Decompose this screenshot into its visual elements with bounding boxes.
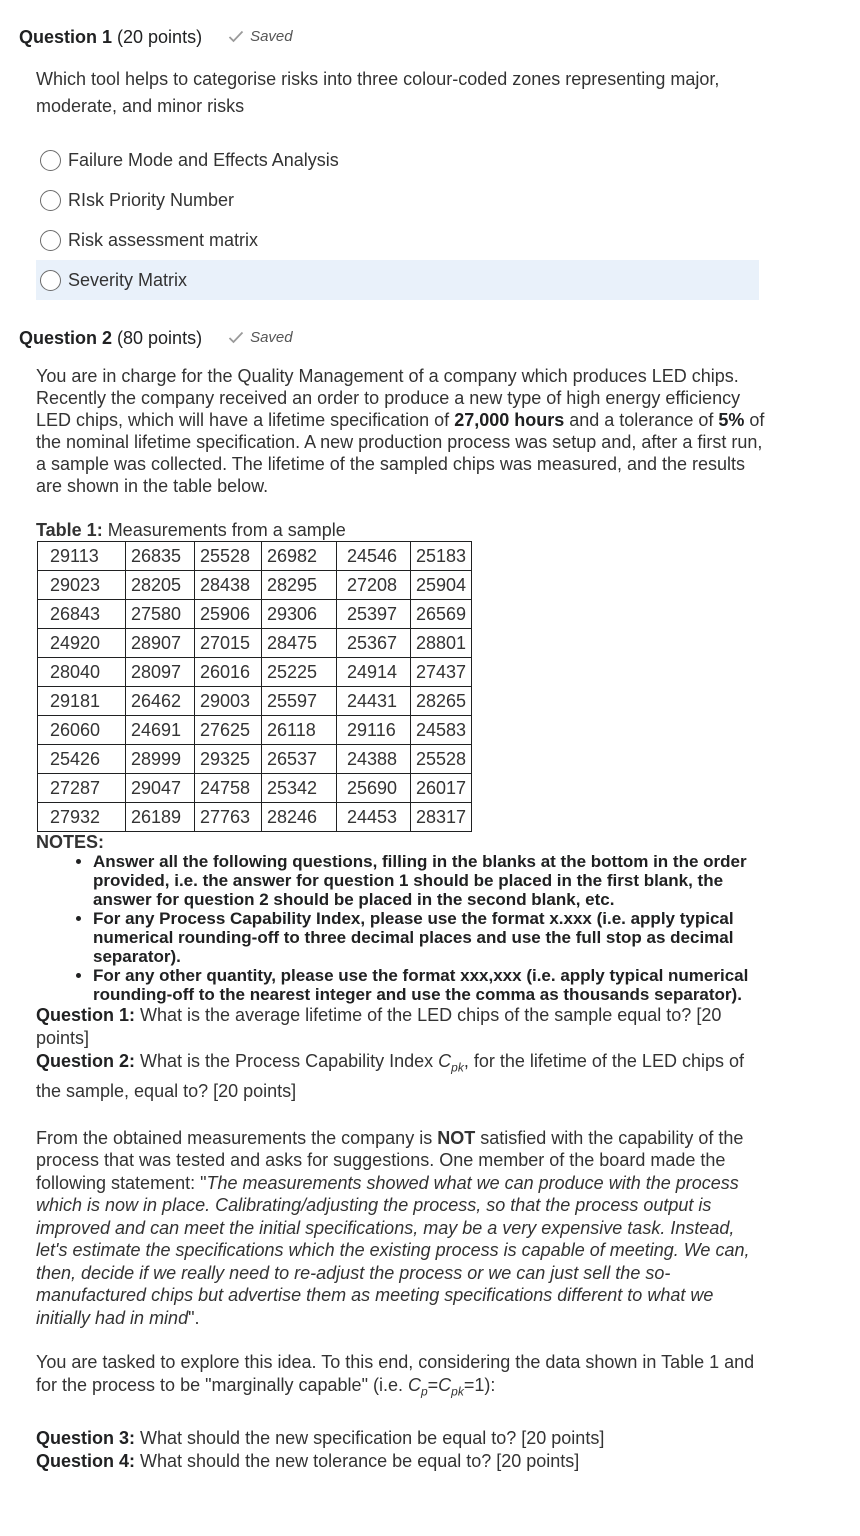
table-cell: 24583 [411,716,472,745]
table-row [38,600,472,629]
option-severity-matrix[interactable] [36,260,759,300]
table-cell: 26537 [262,745,337,774]
checkmark-icon [228,331,244,344]
table-cell: 29023 [38,571,126,600]
option-label: RIsk Priority Number [68,189,235,210]
radio-button[interactable] [40,190,61,211]
table-cell: 24453 [337,803,411,832]
tolerance-spec: 5% [718,410,745,430]
table-cell: 25597 [262,687,337,716]
note-item: • Answer all the following questions, filling in the blanks at the bottom in the order provided, i.e. the answer for question 1 should be placed in the first blank, the answer for question 2 should be placed in the second blank, etc. [93,852,766,909]
table-cell: 27015 [195,629,262,658]
measurements-table [37,541,472,832]
table-row [38,571,472,600]
table-cell: 28438 [195,571,262,600]
subquestion-2: Question 2: What is the Process Capability Index $C_{pk}$, for the lifetime of the LED chips of the sample, equal to? [20 points] [36,1051,744,1101]
table-cell: 25397 [337,600,411,629]
table-row [38,629,472,658]
checkmark-icon [228,30,244,43]
intro-paragraph-2: Recently the company received an order to produce a new type of high energy efficiency LED chips, which will have a lifetime specification of 27,000 hours and a tolerance of 5% of the nominal lifetime specification. A new production process was setup and, after a first run, a sample was collected. The lifetime of the sampled chips was measured, and the results are shown in the table below. [36,388,765,496]
table-row [38,687,472,716]
table-cell: 25183 [411,542,472,571]
option-fmea[interactable] [36,140,759,180]
table-cell: 28317 [411,803,472,832]
table-cell: 26462 [126,687,195,716]
table-cell: 24431 [337,687,411,716]
table-cell: 26016 [195,658,262,687]
question-1-header [19,27,293,48]
question-1-saved-status [228,28,293,45]
table-cell: 25426 [38,745,126,774]
option-risk-assessment-matrix[interactable] [36,220,759,260]
option-label: Risk assessment matrix [68,229,259,250]
table-cell: 26060 [38,716,126,745]
table-cell: 24914 [337,658,411,687]
table-cell: 25904 [411,571,472,600]
table-cell: 24920 [38,629,126,658]
table-cell: 25225 [262,658,337,687]
table-cell: 28907 [126,629,195,658]
table-caption: Table 1: Measurements from a sample [36,520,346,540]
table-row [38,774,472,803]
saved-label: Saved [250,28,293,45]
table-row [38,658,472,687]
note-item: • For any Process Capability Index, please use the format x.xxx (i.e. apply typical numerical rounding-off to three decimal places and use the full stop as decimal separator). [93,909,766,966]
table-row [38,716,472,745]
lifetime-spec: 27,000 hours [454,410,565,430]
option-label: Severity Matrix [68,269,188,290]
table-cell: 24758 [195,774,262,803]
note-item: • For any other quantity, please use the format xxx,xxx (i.e. apply typical numerical rounding-off to the nearest integer and use the comma as thousands separator). [93,966,766,1004]
table-cell: 25528 [195,542,262,571]
question-1-title: Question 1 [19,27,113,47]
table-cell: 28801 [411,629,472,658]
table-row [38,745,472,774]
table-cell: 28265 [411,687,472,716]
table-cell: 29306 [262,600,337,629]
table-cell: 29003 [195,687,262,716]
table-cell: 26835 [126,542,195,571]
table-cell: 29325 [195,745,262,774]
table-cell: 27208 [337,571,411,600]
table-cell: 26118 [262,716,337,745]
saved-label: Saved [250,329,293,346]
table-cell: 27763 [195,803,262,832]
table-cell: 29047 [126,774,195,803]
table-cell: 25367 [337,629,411,658]
table-cell: 25528 [411,745,472,774]
table-cell: 26017 [411,774,472,803]
option-risk-priority-number[interactable] [36,180,759,220]
table-cell: 28205 [126,571,195,600]
radio-button[interactable] [40,230,61,251]
table-cell: 26843 [38,600,126,629]
subquestion-1: Question 1: What is the average lifetime of the LED chips of the sample equal to? [20 points] [36,1005,722,1048]
table-cell: 29181 [38,687,126,716]
table-cell: 27932 [38,803,126,832]
intro-paragraph-1: You are in charge for the Quality Management of a company which produces LED chips. [36,366,739,386]
table-cell: 26189 [126,803,195,832]
table-cell: 29116 [337,716,411,745]
table-row [38,542,472,571]
table-cell: 28246 [262,803,337,832]
option-label: Failure Mode and Effects Analysis [68,149,339,170]
table-cell: 28475 [262,629,337,658]
radio-button[interactable] [40,270,61,291]
question-2-header [19,328,293,349]
radio-button[interactable] [40,150,61,171]
table-cell: 28040 [38,658,126,687]
table-cell: 28295 [262,571,337,600]
board-statement: From the obtained measurements the company is NOT satisfied with the capability of the process that was tested and asks for suggestions. One member of the board made the following statement: "The measurements showed what we can produce with the process which is now in place. Calibrating/adjusting the process, so that the process output is improved and can meet the initial specifications, may be a very expensive task. Instead, let's estimate the specifications which the existing process is capable of meeting. We can, then, decide if we really need to re-adjust the process or we can just sell the so-manufactured chips but advertise them as meeting specifications different to what we initially had in mind". [36,1127,750,1328]
question-2-title: Question 2 [19,328,113,348]
table-cell: 27437 [411,658,472,687]
table-cell: 26569 [411,600,472,629]
table-row [38,803,472,832]
table-cell: 25690 [337,774,411,803]
table-cell: 24388 [337,745,411,774]
subquestion-4: Question 4: What should the new tolerance be equal to? [20 points] [36,1450,580,1471]
table-cell: 28097 [126,658,195,687]
subquestion-3: Question 3: What should the new specification be equal to? [20 points] [36,1427,605,1448]
table-cell: 29113 [38,542,126,571]
question-1-points: (20 points) [117,27,203,47]
question-2-saved-status [228,329,293,346]
question-2-body [36,365,766,1473]
table-cell: 24691 [126,716,195,745]
notes-list [36,852,766,1004]
question-1-text: Which tool helps to categorise risks into three colour-coded zones representing major, moderate, and minor risks [36,69,720,116]
table-cell: 25906 [195,600,262,629]
explore-paragraph: You are tasked to explore this idea. To this end, considering the data shown in Table 1 and for the process to be "marginally capable" (i.e. $C_p=C_{pk}=1$): [36,1352,755,1399]
subquestions-3-4 [36,1427,766,1473]
table-cell: 27580 [126,600,195,629]
table-cell: 24546 [337,542,411,571]
table-cell: 28999 [126,745,195,774]
table-cell: 27287 [38,774,126,803]
question-2-points: (80 points) [117,328,203,348]
table-cell: 26982 [262,542,337,571]
notes-title: NOTES: [36,832,105,852]
table-cell: 25342 [262,774,337,803]
table-cell: 27625 [195,716,262,745]
answer-options [36,140,759,300]
